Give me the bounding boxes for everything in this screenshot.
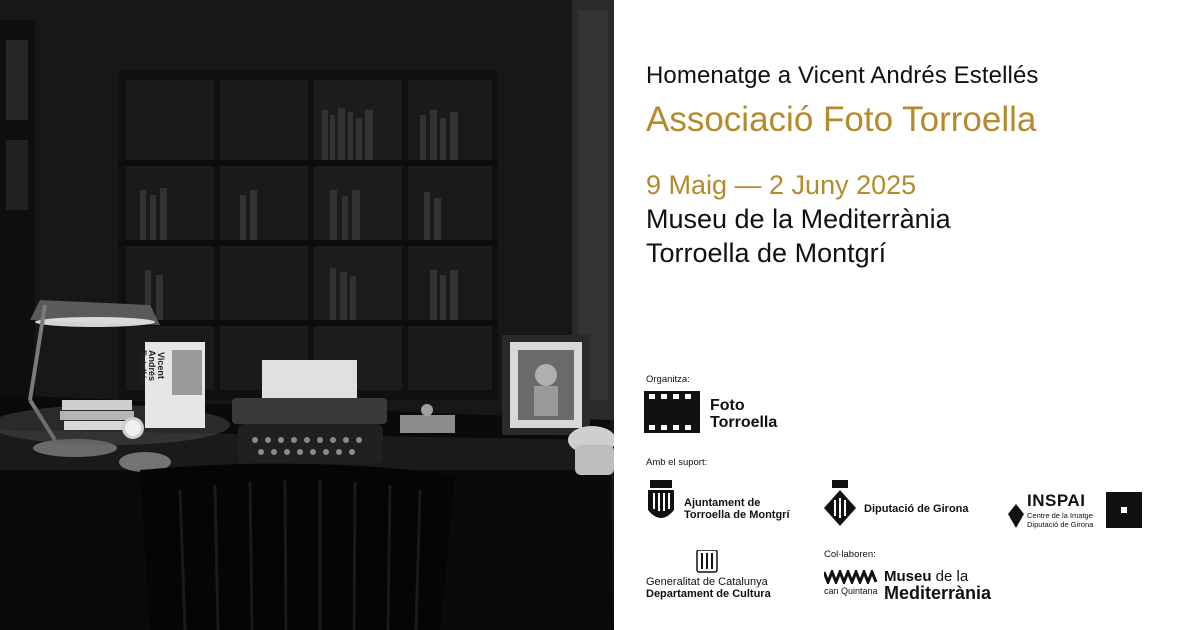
ajuntament-text — [684, 497, 790, 522]
homage-title: Homenatge a Vicent Andrés Estellés — [646, 62, 1039, 89]
info-panel — [614, 0, 1200, 630]
foto-torroella-logo-text — [710, 397, 777, 431]
book-spine-line-1: Vicent — [156, 352, 166, 379]
organizer-label: Organitza: — [646, 374, 690, 385]
ajuntament-line1: Ajuntament de — [684, 496, 761, 509]
event-venue: Museu de la Mediterrània — [646, 204, 951, 234]
ajuntament-logo — [644, 478, 790, 528]
museu-logo-word1: Museu — [884, 568, 932, 585]
museu-logo-word2: de la — [931, 568, 969, 585]
inspai-name: INSPAI — [1027, 491, 1086, 510]
diputacio-text: Diputació de Girona — [864, 502, 969, 515]
generalitat-emblem-icon — [696, 550, 718, 574]
inspai-subtitle — [1027, 512, 1093, 529]
book-spine-line-2: Andrés — [147, 350, 157, 382]
museu-logo-line2: Mediterrània — [884, 583, 992, 603]
inspai-square-icon — [1106, 492, 1142, 528]
association-title: Associació Foto Torroella — [646, 100, 1037, 139]
ajuntament-coat-of-arms-icon — [644, 478, 678, 528]
diputacio-coat-of-arms-icon — [822, 480, 858, 528]
collaborators-label: Col·laboren: — [824, 549, 876, 560]
generalitat-line2: Departament de Cultura — [646, 588, 771, 600]
foto-torroella-line2: Torroella — [710, 414, 778, 431]
support-label: Amb el suport: — [646, 457, 708, 468]
ajuntament-line2: Torroella de Montgrí — [684, 509, 790, 521]
inspai-crest-icon — [1008, 504, 1024, 528]
event-dates: 9 Maig — 2 Juny 2025 — [646, 170, 917, 200]
foto-torroella-logo — [644, 391, 814, 435]
inspai-sub-line2: Diputació de Girona — [1027, 519, 1094, 529]
film-strip-icon — [644, 391, 704, 435]
event-town: Torroella de Montgrí — [646, 238, 887, 268]
can-quintana-logo-icon — [824, 570, 878, 584]
foto-torroella-line1: Foto — [710, 397, 745, 414]
book-spine-line-3: Estellés — [138, 350, 148, 385]
diputacio-logo — [822, 480, 969, 528]
inspai-sub-line1: Centre de la Imatge — [1027, 511, 1093, 520]
can-quintana-label: can Quintana — [824, 586, 878, 596]
generalitat-line1: Generalitat de Catalunya — [646, 576, 768, 588]
